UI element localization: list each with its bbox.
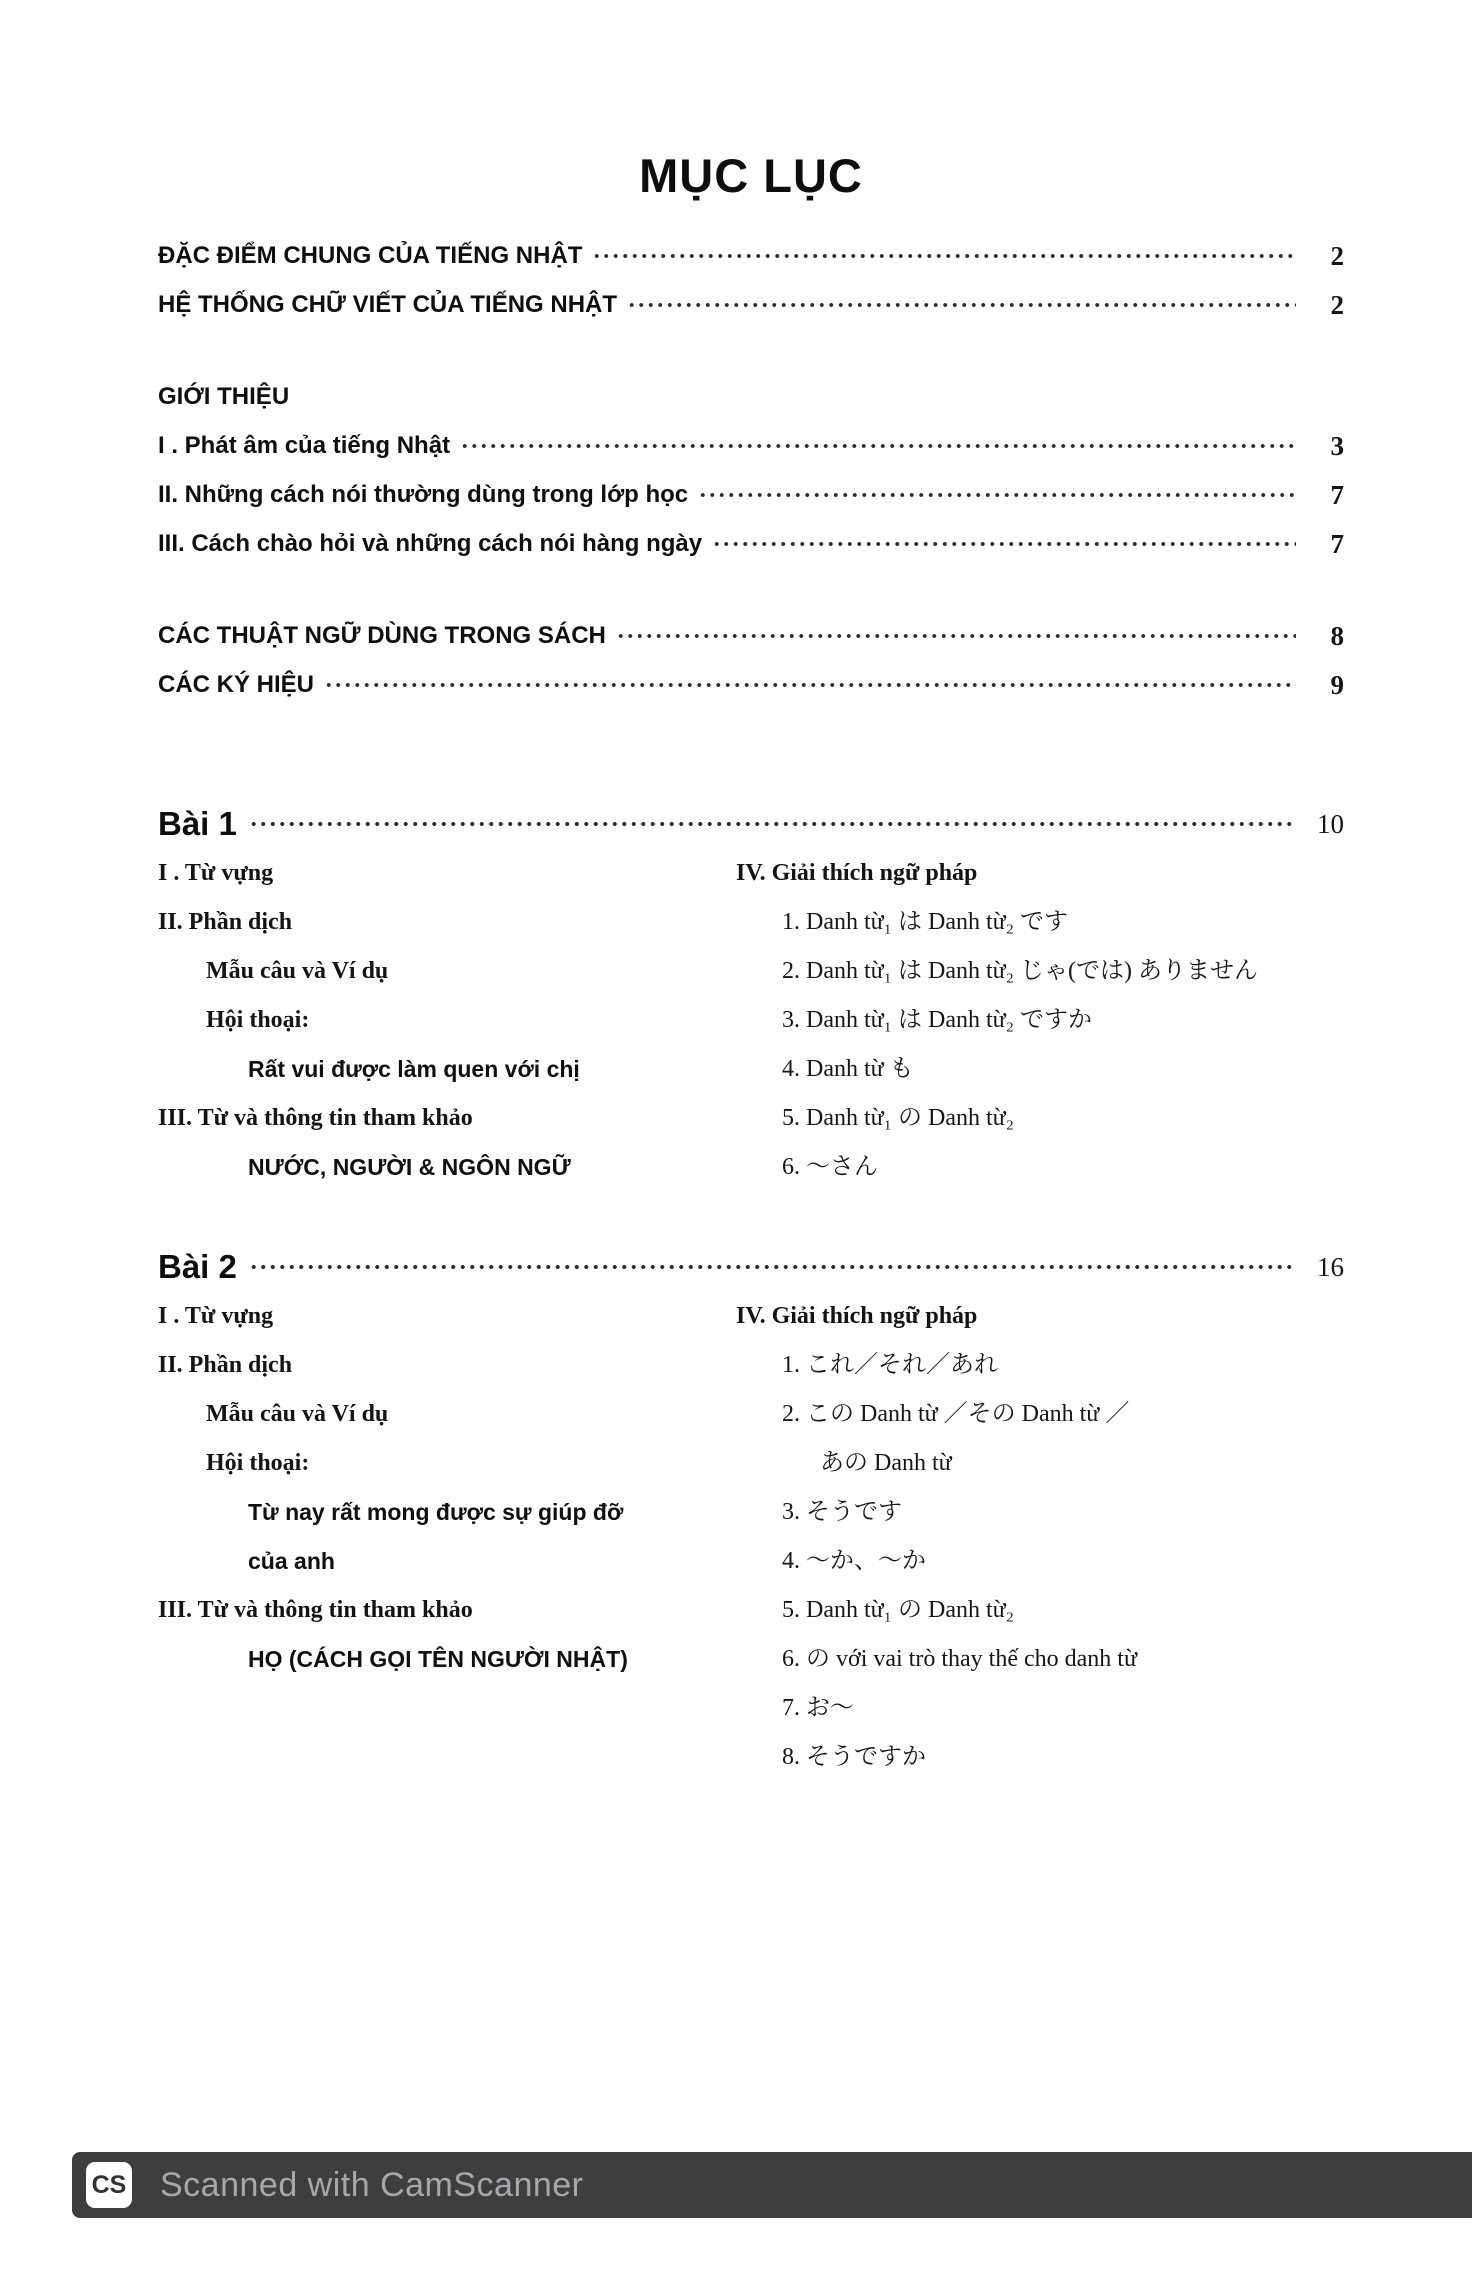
lesson-item: II. Phần dịch bbox=[158, 909, 293, 935]
lesson-1-left-column bbox=[158, 856, 736, 1199]
toc-entry bbox=[158, 668, 1344, 702]
grammar-item: 8. そうですか bbox=[782, 1744, 926, 1770]
lesson-item: Hội thoại: bbox=[206, 1007, 310, 1033]
grammar-item: 5. Danh từ₁ の Danh từ₂ bbox=[782, 1105, 1015, 1131]
toc-entry-page: 7 bbox=[1330, 529, 1344, 559]
dot-leader bbox=[627, 288, 1296, 322]
camscanner-watermark-bar bbox=[72, 2152, 1472, 2218]
lesson-item: III. Từ và thông tin tham khảo bbox=[158, 1105, 473, 1131]
lesson-1-title: Bài 1 bbox=[158, 805, 237, 842]
lesson-item: Mẫu câu và Ví dụ bbox=[206, 1401, 389, 1427]
toc-entry bbox=[158, 288, 1344, 322]
grammar-heading: IV. Giải thích ngữ pháp bbox=[736, 860, 978, 886]
grammar-item: 4. Danh từ も bbox=[782, 1056, 914, 1082]
grammar-item: 6. ～さん bbox=[782, 1154, 878, 1180]
section-heading-gioi-thieu bbox=[158, 380, 1344, 414]
lesson-item: I . Từ vựng bbox=[158, 1303, 274, 1329]
grammar-item: 2. Danh từ₁ は Danh từ₂ じゃ(では) ありません bbox=[782, 958, 1259, 984]
lesson-2-right-column bbox=[736, 1299, 1344, 1789]
lesson-2-page: 16 bbox=[1317, 1252, 1344, 1282]
lesson-2-heading bbox=[158, 1245, 1344, 1289]
page-title: MỤC LỤC bbox=[639, 149, 863, 202]
grammar-heading: IV. Giải thích ngữ pháp bbox=[736, 1303, 978, 1329]
toc-entry bbox=[158, 429, 1344, 463]
section-heading-label: GIỚI THIỆU bbox=[158, 383, 290, 410]
grammar-item: 7. お～ bbox=[782, 1695, 854, 1721]
grammar-item: 3. Danh từ₁ は Danh từ₂ ですか bbox=[782, 1007, 1093, 1033]
lesson-reference-line: NƯỚC, NGƯỜI & NGÔN NGỮ bbox=[248, 1154, 571, 1180]
toc-entry-label: III. Cách chào hỏi và những cách nói hàng ngày bbox=[158, 530, 703, 557]
toc-entry-page: 2 bbox=[1330, 290, 1344, 320]
lesson-2-body bbox=[158, 1299, 1344, 1789]
toc-entry-page: 9 bbox=[1330, 670, 1344, 700]
grammar-item: 5. Danh từ₁ の Danh từ₂ bbox=[782, 1597, 1015, 1623]
dot-leader bbox=[249, 802, 1296, 846]
toc-entry bbox=[158, 527, 1344, 561]
dot-leader bbox=[616, 619, 1296, 653]
toc-entry-label: CÁC THUẬT NGỮ DÙNG TRONG SÁCH bbox=[158, 622, 606, 649]
lesson-item: II. Phần dịch bbox=[158, 1352, 293, 1378]
grammar-item: 3. そうです bbox=[782, 1499, 902, 1525]
lesson-2-left-column bbox=[158, 1299, 736, 1789]
lesson-1-page: 10 bbox=[1317, 809, 1344, 839]
grammar-item: 4. ～か、～か bbox=[782, 1548, 926, 1574]
dot-leader bbox=[592, 239, 1296, 273]
toc-entry-page: 8 bbox=[1330, 621, 1344, 651]
lesson-reference-line: HỌ (CÁCH GỌI TÊN NGƯỜI NHẬT) bbox=[248, 1646, 628, 1672]
toc-entry-page: 3 bbox=[1330, 431, 1344, 461]
lesson-dialog-line: Từ nay rất mong được sự giúp đỡ bbox=[248, 1499, 624, 1525]
grammar-item: 1. これ／それ／あれ bbox=[782, 1352, 998, 1378]
toc-entry bbox=[158, 478, 1344, 512]
lesson-1-heading bbox=[158, 802, 1344, 846]
camscanner-watermark-text: Scanned with CamScanner bbox=[160, 2165, 584, 2204]
toc-entry-label: HỆ THỐNG CHỮ VIẾT CỦA TIẾNG NHẬT bbox=[158, 291, 618, 318]
toc-entry-page: 7 bbox=[1330, 480, 1344, 510]
lesson-item: III. Từ và thông tin tham khảo bbox=[158, 1597, 473, 1623]
dot-leader bbox=[324, 668, 1296, 702]
lesson-item: I . Từ vựng bbox=[158, 860, 274, 886]
toc-entry-page: 2 bbox=[1330, 241, 1344, 271]
lesson-item: Hội thoại: bbox=[206, 1450, 310, 1476]
camscanner-logo-icon: CS bbox=[86, 2162, 132, 2208]
grammar-item: 1. Danh từ₁ は Danh từ₂ です bbox=[782, 909, 1069, 935]
toc-entry-label: CÁC KÝ HIỆU bbox=[158, 671, 315, 698]
grammar-item-continuation: あの Danh từ bbox=[820, 1450, 952, 1476]
lesson-1-body bbox=[158, 856, 1344, 1199]
grammar-item: 2. この Danh từ ／その Danh từ ／ bbox=[782, 1401, 1130, 1427]
lesson-dialog-line: của anh bbox=[248, 1548, 335, 1574]
dot-leader bbox=[460, 429, 1296, 463]
lesson-dialog-line: Rất vui được làm quen với chị bbox=[248, 1056, 580, 1082]
lesson-1-right-column bbox=[736, 856, 1344, 1199]
lesson-2-title: Bài 2 bbox=[158, 1248, 237, 1285]
dot-leader bbox=[698, 478, 1296, 512]
dot-leader bbox=[249, 1245, 1296, 1289]
toc-entry-label: ĐẶC ĐIỂM CHUNG CỦA TIẾNG NHẬT bbox=[158, 242, 583, 269]
toc-entry-label: I . Phát âm của tiếng Nhật bbox=[158, 432, 451, 459]
grammar-item: 6. の với vai trò thay thế cho danh từ bbox=[782, 1646, 1137, 1672]
toc-entry bbox=[158, 619, 1344, 653]
lesson-item: Mẫu câu và Ví dụ bbox=[206, 958, 389, 984]
dot-leader bbox=[712, 527, 1296, 561]
toc-entry-label: II. Những cách nói thường dùng trong lớp học bbox=[158, 481, 689, 508]
toc-entry bbox=[158, 239, 1344, 273]
